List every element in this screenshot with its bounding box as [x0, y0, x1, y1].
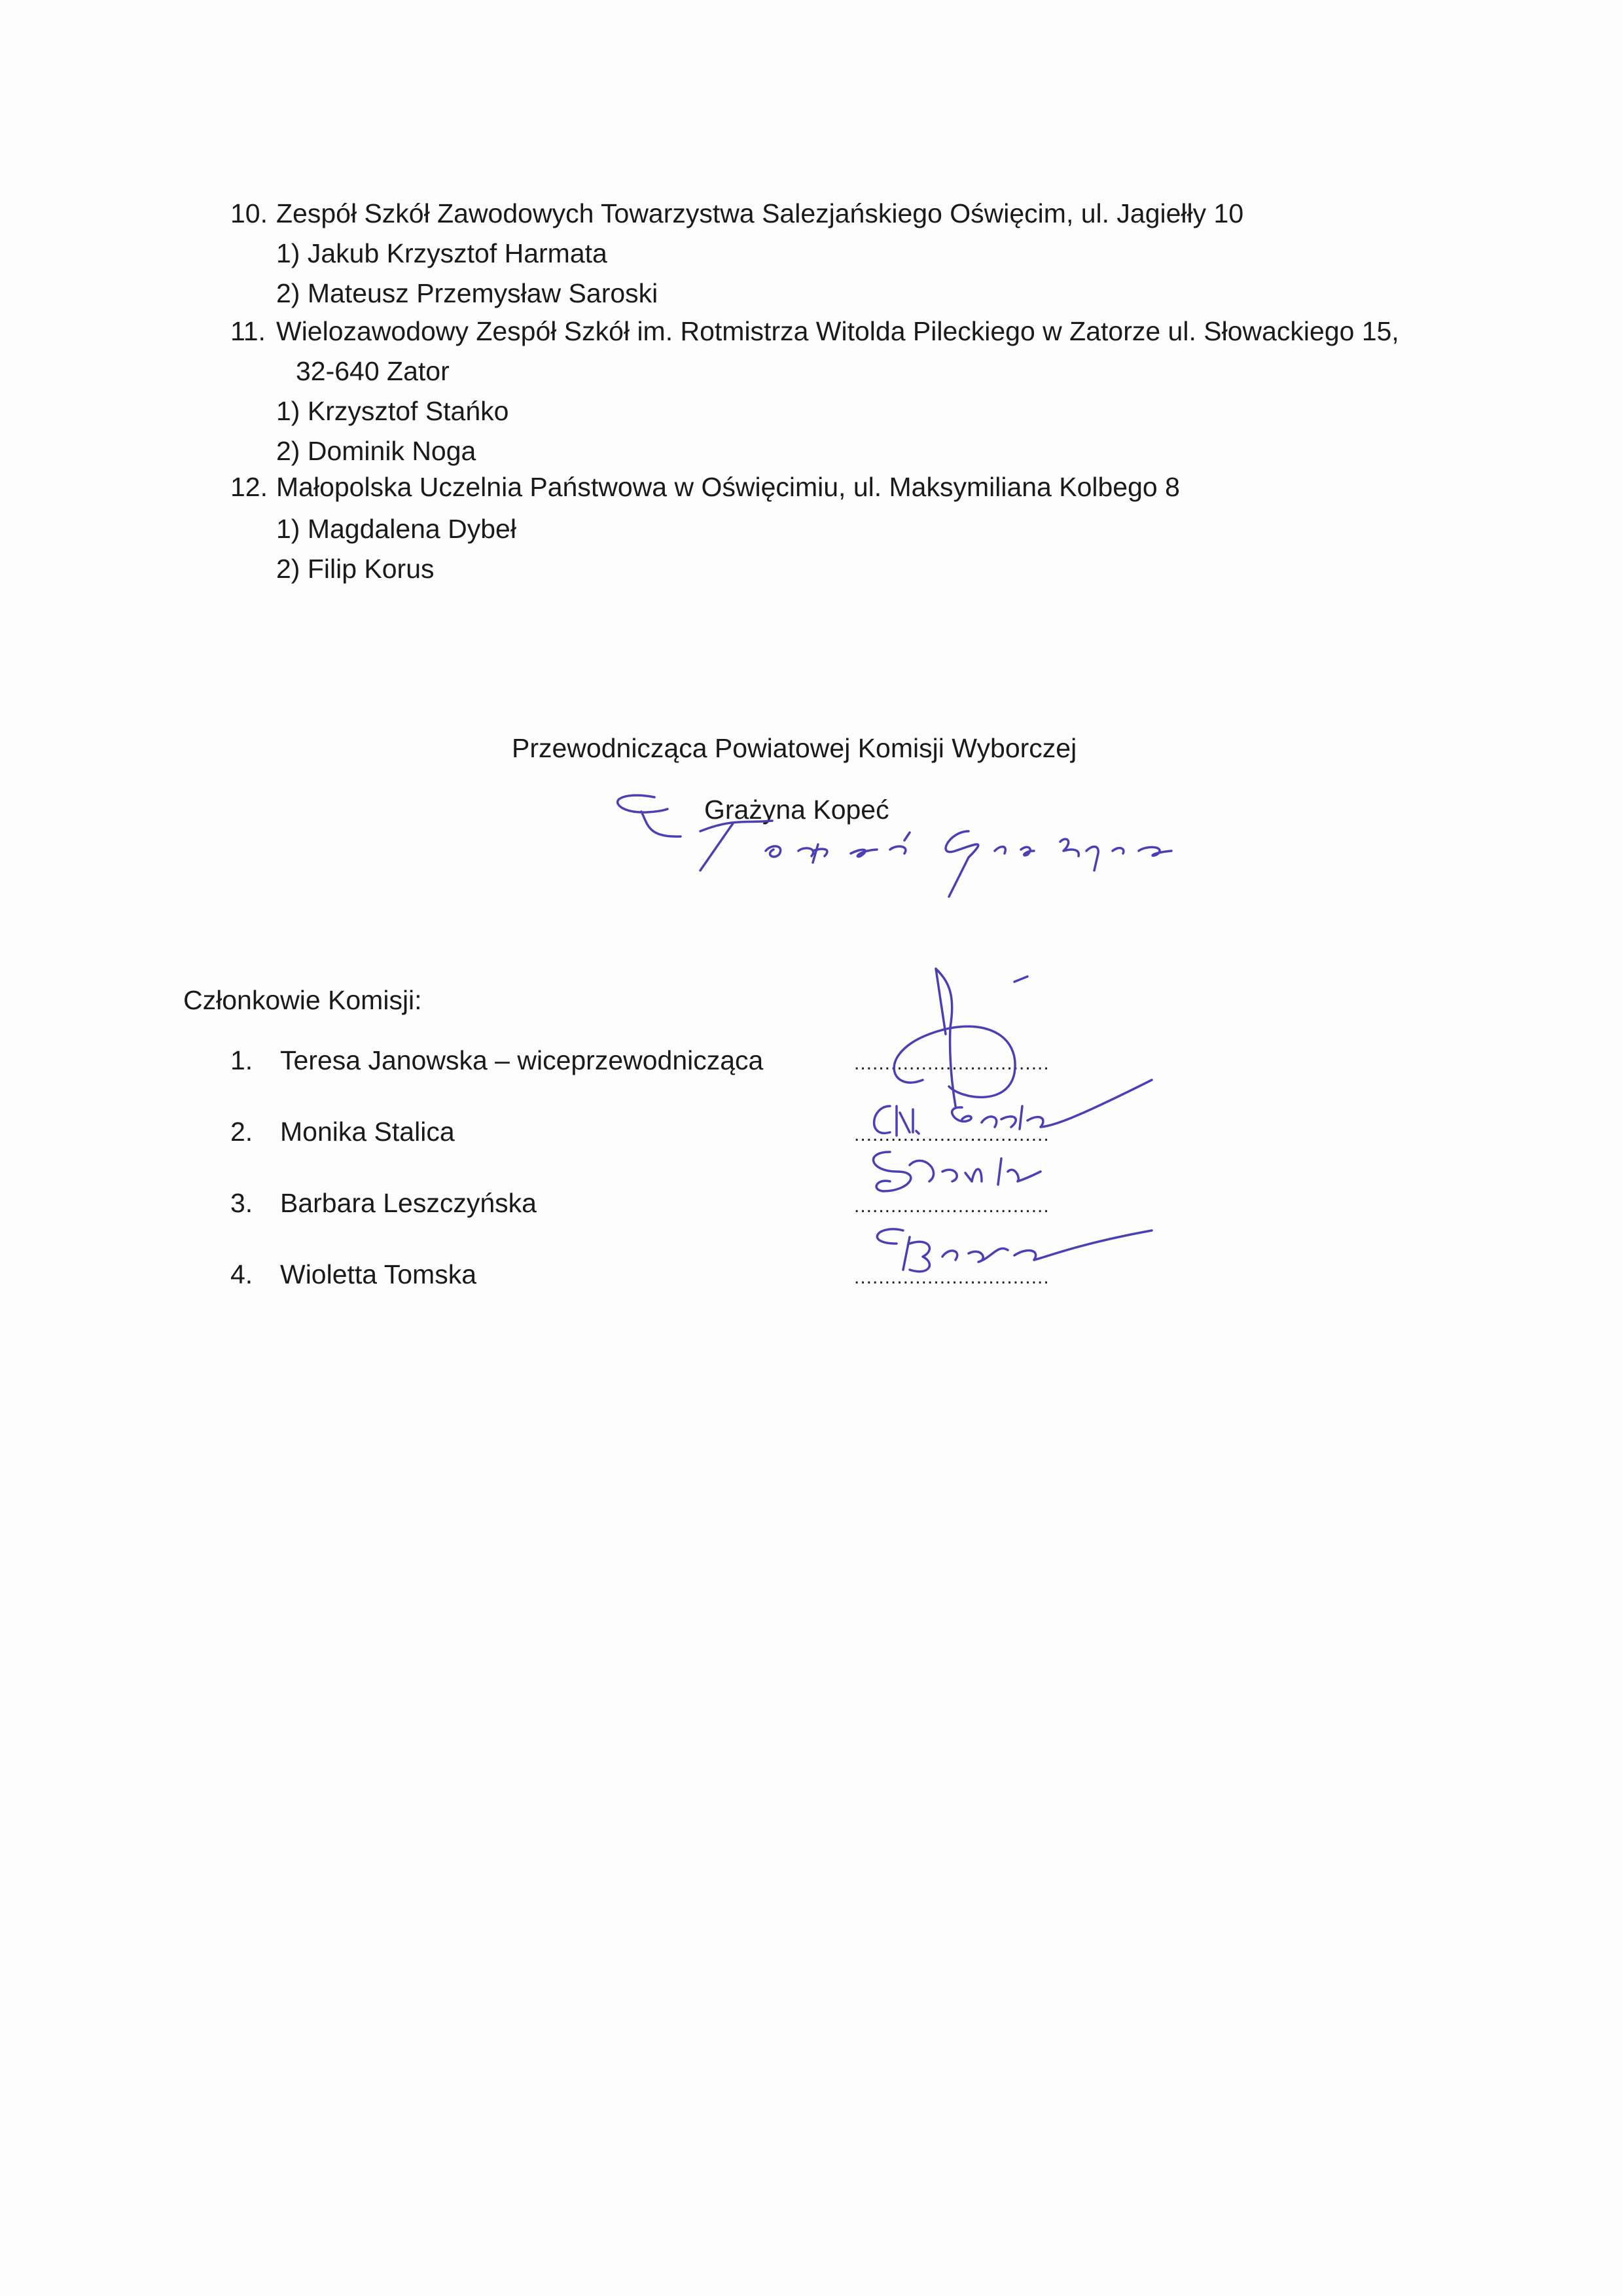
school-number: 12.	[230, 472, 268, 502]
signature-line: ................................	[854, 1195, 1050, 1217]
school-number: 10.	[230, 198, 268, 228]
chair-title: Przewodnicząca Powiatowej Komisji Wyborczej	[512, 733, 1077, 763]
members-heading: Członkowie Komisji:	[183, 985, 422, 1015]
member-number: 4.	[230, 1259, 253, 1289]
school-number: 11.	[230, 316, 266, 346]
signature-line: ................................	[854, 1052, 1050, 1074]
member-number: 3.	[230, 1188, 253, 1218]
member-name: Teresa Janowska – wiceprzewodnicząca	[280, 1045, 764, 1075]
member-name: Barbara Leszczyńska	[280, 1188, 537, 1218]
school-member: 1) Jakub Krzysztof Harmata	[276, 238, 607, 268]
school-member: 1) Krzysztof Stańko	[276, 396, 509, 426]
member-name: Monika Stalica	[280, 1117, 455, 1147]
school-member: 2) Mateusz Przemysław Saroski	[276, 278, 658, 308]
school-name: Małopolska Uczelnia Państwowa w Oświęcimiu, ul. Maksymiliana Kolbego 8	[276, 472, 1180, 502]
school-name: Wielozawodowy Zespół Szkół im. Rotmistrza Witolda Pileckiego w Zatorze ul. Słowackiego 15,	[276, 316, 1399, 346]
member-3-signature	[874, 1152, 1041, 1191]
member-number: 2.	[230, 1117, 253, 1147]
school-name: Zespół Szkół Zawodowych Towarzystwa Salezjańskiego Oświęcim, ul. Jagiełły 10	[276, 198, 1244, 228]
school-member: 2) Dominik Noga	[276, 436, 476, 466]
member-2-signature	[874, 1080, 1152, 1136]
member-1-signature	[894, 969, 1027, 1106]
school-entry-10	[230, 196, 268, 230]
chair-name: Grażyna Kopeć	[704, 795, 889, 825]
member-signatures	[851, 956, 1165, 1296]
signature-line: ................................	[854, 1266, 1050, 1288]
signature-line: ................................	[854, 1124, 1050, 1145]
school-member: 1) Magdalena Dybeł	[276, 514, 516, 544]
chair-signature	[602, 785, 1178, 916]
school-name-continued: 32-640 Zator	[296, 356, 450, 386]
member-number: 1.	[230, 1045, 253, 1075]
member-4-signature	[877, 1229, 1152, 1272]
school-member: 2) Filip Korus	[276, 554, 435, 584]
member-name: Wioletta Tomska	[280, 1259, 477, 1289]
